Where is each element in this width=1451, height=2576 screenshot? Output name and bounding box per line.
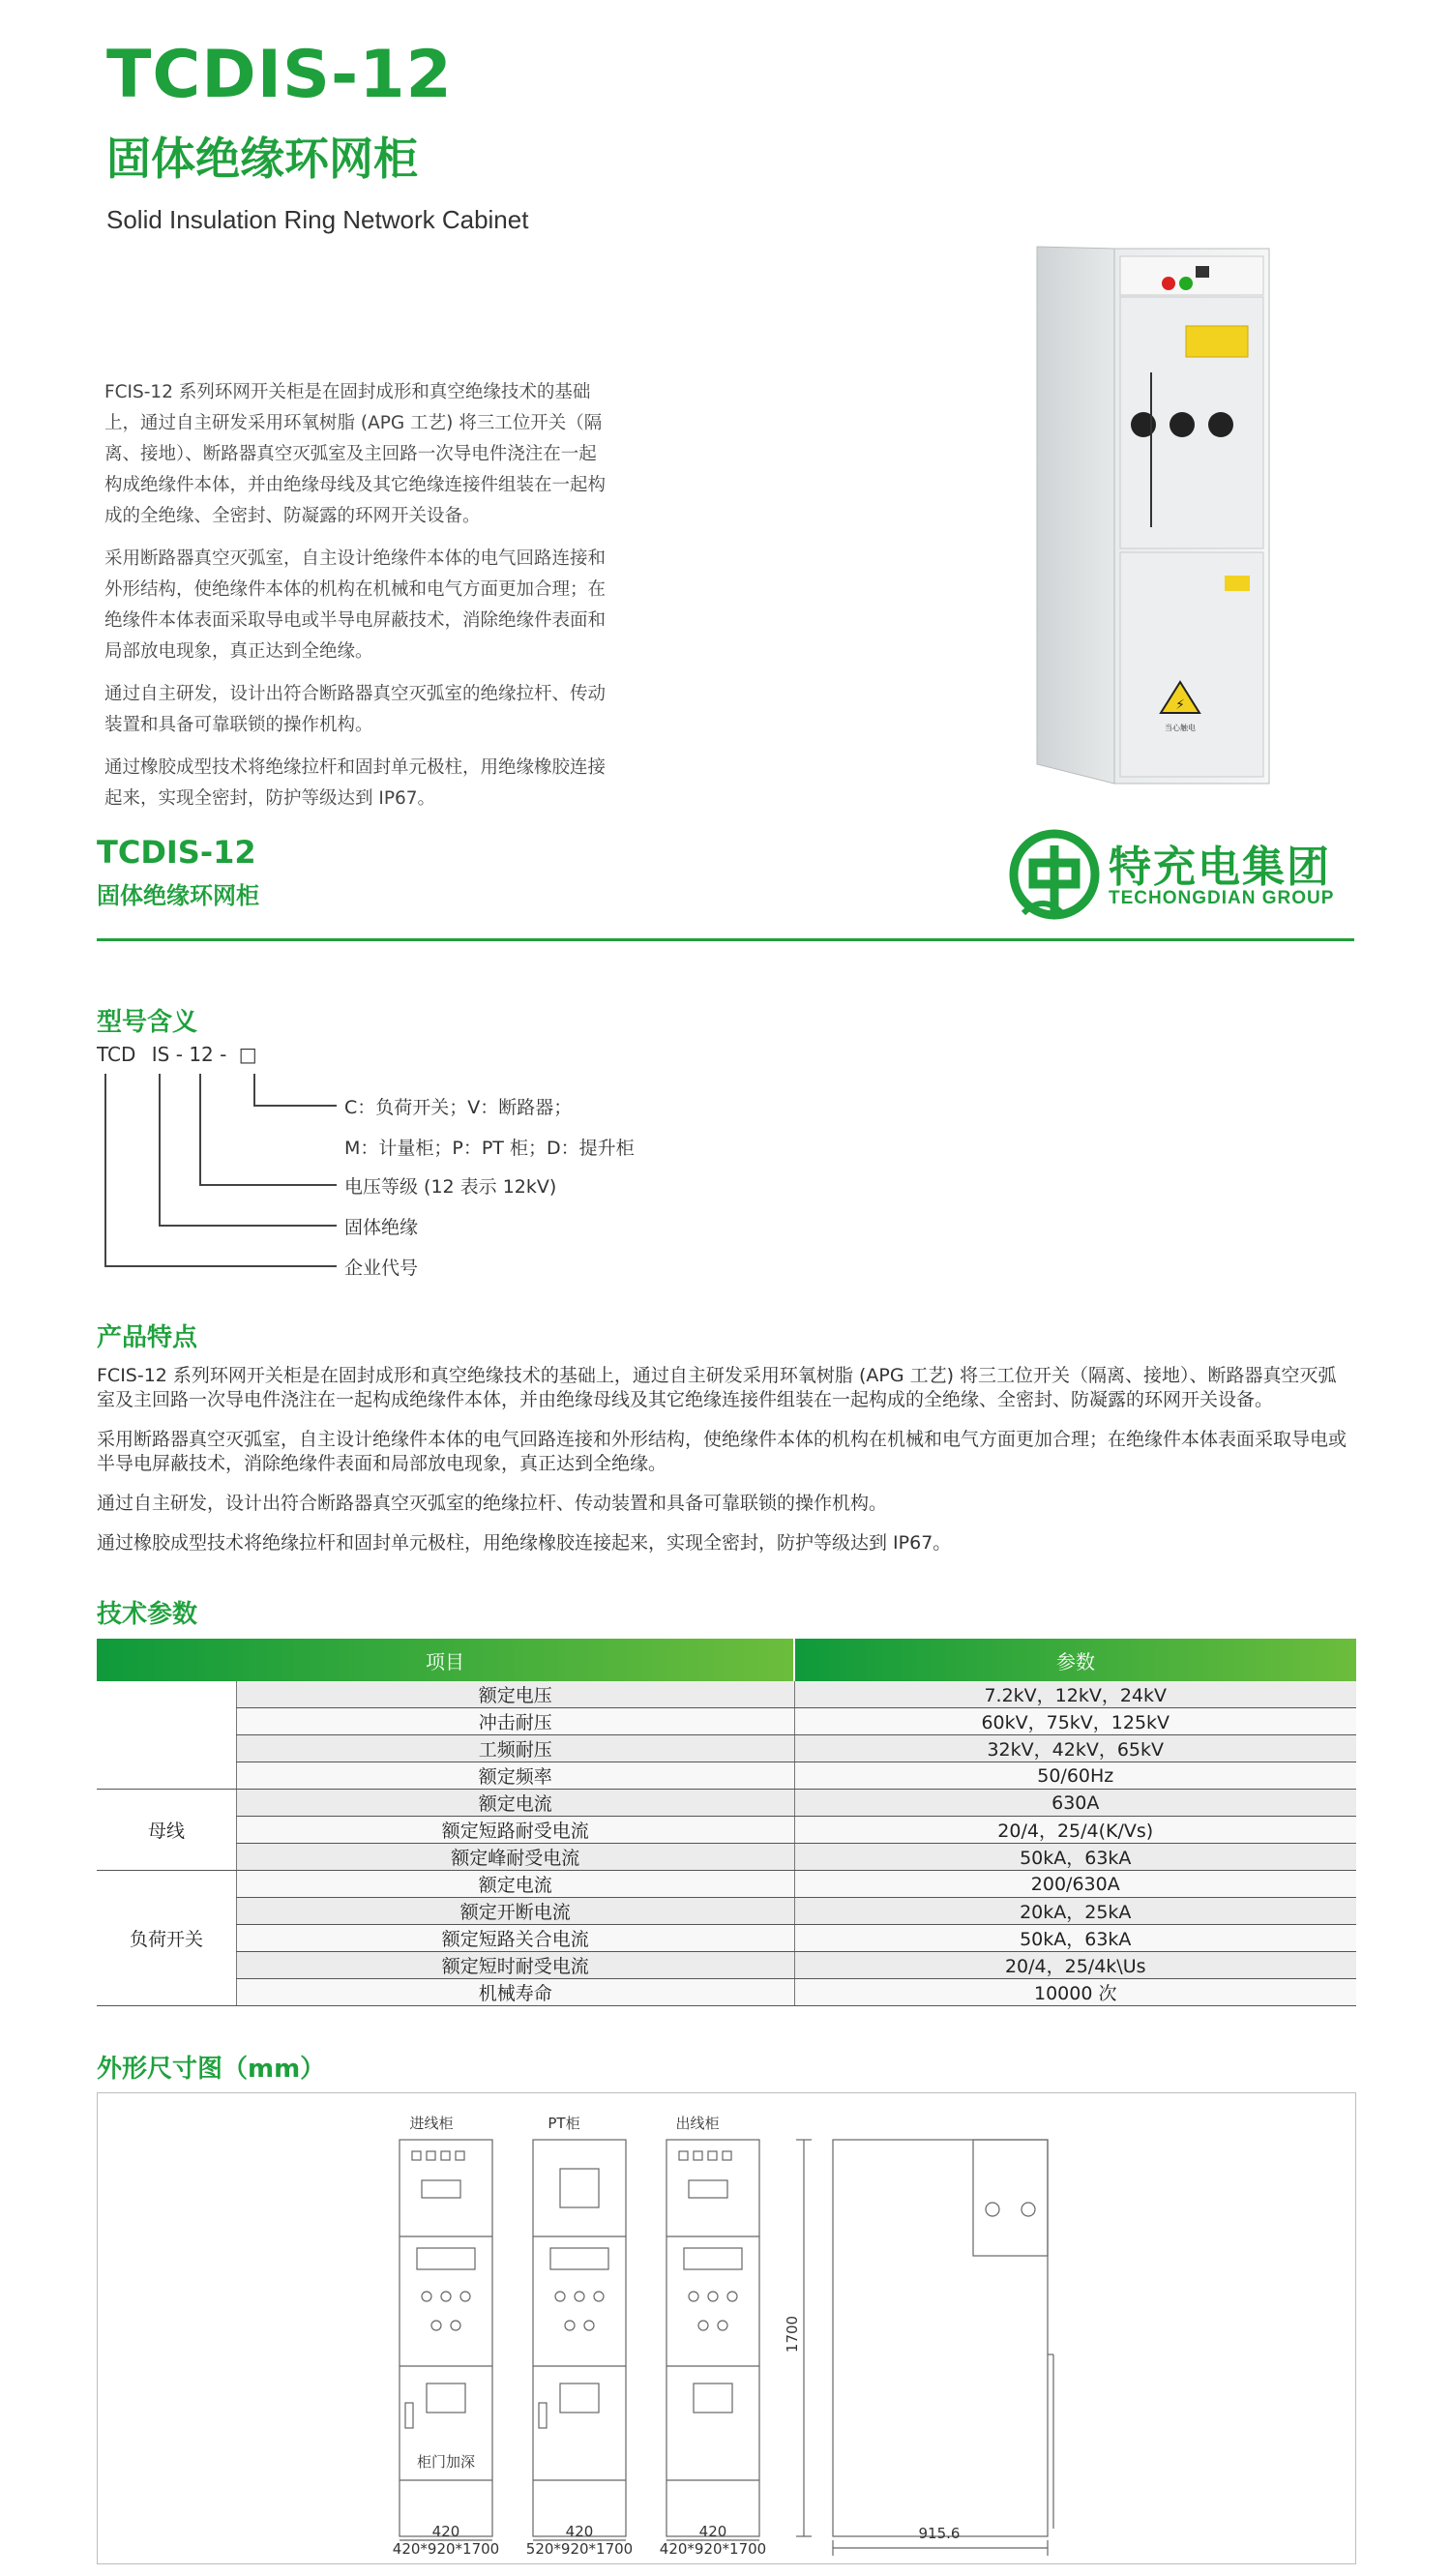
spec-group: 负荷开关: [97, 1871, 237, 2006]
table-row: [97, 1762, 1356, 1790]
feature-paragraph: FCIS-12 系列环网开关柜是在固封成形和真空绝缘技术的基础上，通过自主研发采用环氧树脂 (APG 工艺) 将三工位开关（隔离、接地）、断路器真空灭弧室及主回路一次导电件浇注在一起构成绝缘件本体，并由绝缘母线及其它绝缘连接件组装在一起构成的全绝缘、全密封、防凝露的环网开关设备。: [97, 1365, 1337, 1410]
model-label-company: 企业代号: [344, 1258, 419, 1279]
sub-model-title: TCDIS-12: [97, 834, 256, 871]
table-row: [97, 1817, 1356, 1844]
height-label: 1700: [784, 2315, 801, 2354]
spec-group: 母线: [97, 1790, 237, 1871]
spec-table: [97, 1639, 1356, 2006]
cabinet-drawings: [98, 2093, 1355, 2563]
spec-value: 50kA，63kA: [794, 1844, 1356, 1871]
intro-paragraph: 通过自主研发，设计出符合断路器真空灭弧室的绝缘拉杆、传动装置和具备可靠联锁的操作机构。: [104, 684, 607, 735]
spec-value: 10000 次: [794, 1979, 1356, 2006]
intro-paragraph: 通过橡胶成型技术将绝缘拉杆和固封单元极柱，用绝缘橡胶连接起来，实现全密封，防护等级达到 IP67。: [104, 757, 607, 809]
spec-item: 额定短时耐受电流: [237, 1952, 795, 1979]
product-name-en: Solid Insulation Ring Network Cabinet: [106, 205, 529, 234]
spec-value: 60kV，75kV，125kV: [794, 1708, 1356, 1735]
cabinet-size: 420*920*1700: [659, 2540, 767, 2558]
table-row: [97, 1979, 1356, 2006]
feature-paragraph: 通过自主研发，设计出符合断路器真空灭弧室的绝缘拉杆、传动装置和具备可靠联锁的操作机构。: [97, 1493, 888, 1514]
cabinet-label: PT柜: [548, 2115, 580, 2132]
code-dash: -: [220, 1043, 227, 1066]
feature-paragraph: 采用断路器真空灭弧室，自主设计绝缘件本体的电气回路连接和外形结构，使绝缘件本体的机构在机械和电气方面更加合理；在绝缘件本体表面采取导电或半导电屏蔽技术，消除绝缘件表面和局部放电现象，真正达到全绝缘。: [97, 1429, 1347, 1474]
spec-item: 额定电压: [237, 1681, 795, 1708]
logo-text-cn: 特充电集团: [1109, 843, 1331, 892]
table-row: [97, 1790, 1356, 1817]
company-logo: [1004, 824, 1364, 931]
code-company: TCD: [97, 1043, 136, 1066]
cabinet-width: 420: [431, 2523, 460, 2540]
table-row: [97, 1871, 1356, 1898]
logo-mark-icon: [1004, 824, 1110, 931]
table-row: [97, 1952, 1356, 1979]
code-type-box: □: [238, 1043, 257, 1066]
features-list: [97, 1364, 1354, 1571]
table-row: [97, 1735, 1356, 1762]
spec-item: 额定短路关合电流: [237, 1925, 795, 1952]
dimensions-title: 外形尺寸图（mm）: [97, 2055, 326, 2084]
section-divider: [97, 938, 1354, 941]
model-label-voltage: 电压等级 (12 表示 12kV): [344, 1176, 557, 1198]
cabinet-width: 420: [565, 2523, 594, 2540]
spec-item: 额定电流: [237, 1871, 795, 1898]
spec-item: 额定电流: [237, 1790, 795, 1817]
dimension-drawing: [97, 2092, 1356, 2564]
spec-item: 工频耐压: [237, 1735, 795, 1762]
cabinet-label: 进线柜: [409, 2115, 454, 2132]
spec-value: 7.2kV，12kV，24kV: [794, 1681, 1356, 1708]
feature-paragraph: 通过橡胶成型技术将绝缘拉杆和固封单元极柱，用绝缘橡胶连接起来，实现全密封，防护等级达到 IP67。: [97, 1532, 952, 1554]
code-dash: -: [175, 1043, 183, 1066]
specs-title: 技术参数: [97, 1600, 198, 1629]
warning-label: 当心触电: [1165, 724, 1196, 732]
spec-value: 200/630A: [794, 1871, 1356, 1898]
page-title: TCDIS-12: [106, 37, 453, 113]
intro-paragraph: 采用断路器真空灭弧室，自主设计绝缘件本体的电气回路连接和外形结构，使绝缘件本体的机构在机械和电气方面更加合理；在绝缘件本体表面采取导电或半导电屏蔽技术，消除绝缘件表面和局部放电现象，真正达到全绝缘。: [104, 548, 607, 662]
intro-paragraph: FCIS-12 系列环网开关柜是在固封成形和真空绝缘技术的基础上，通过自主研发采用环氧树脂 (APG 工艺) 将三工位开关（隔离、接地）、断路器真空灭弧室及主回路一次导电件浇注在一起构成绝缘件本体，并由绝缘母线及其它绝缘连接件组装在一起构成的全绝缘、全密封、防凝露的环网开关设备。: [104, 382, 607, 526]
spec-item: 额定短路耐受电流: [237, 1817, 795, 1844]
model-code: [97, 1043, 257, 1066]
code-voltage: 12: [189, 1043, 214, 1066]
spec-value: 20/4，25/4k\Us: [794, 1952, 1356, 1979]
spec-value: 32kV，42kV，65kV: [794, 1735, 1356, 1762]
svg-text:⚡: ⚡: [1175, 697, 1185, 713]
model-label-type: C：负荷开关；V：断路器；: [344, 1097, 573, 1118]
code-insulation: IS: [151, 1043, 170, 1066]
product-name-cn: 固体绝缘环网柜: [106, 133, 418, 185]
model-meaning-title: 型号含义: [97, 1008, 198, 1037]
logo-text-en: TECHONGDIAN GROUP: [1109, 888, 1335, 908]
table-row: [97, 1844, 1356, 1871]
product-image: [1025, 237, 1277, 788]
spec-value: 50kA，63kA: [794, 1925, 1356, 1952]
table-row: [97, 1898, 1356, 1925]
table-row: [97, 1681, 1356, 1708]
spec-value: 20kA，25kA: [794, 1898, 1356, 1925]
intro-text: [104, 377, 607, 826]
features-title: 产品特点: [97, 1323, 198, 1352]
spec-group: [97, 1681, 237, 1790]
cabinet-size: 420*920*1700: [392, 2540, 500, 2558]
table-row: [97, 1925, 1356, 1952]
cabinet-width: 420: [698, 2523, 727, 2540]
spec-item: 冲击耐压: [237, 1708, 795, 1735]
spec-value: 630A: [794, 1790, 1356, 1817]
cabinet-note: 柜门加深: [416, 2453, 475, 2471]
model-label-insulation: 固体绝缘: [344, 1217, 419, 1238]
spec-value: 50/60Hz: [794, 1762, 1356, 1790]
cabinet-label: 出线柜: [675, 2115, 720, 2132]
cabinet-size: 520*920*1700: [525, 2540, 634, 2558]
table-row: [97, 1708, 1356, 1735]
spec-header-value: 参数: [794, 1639, 1356, 1681]
spec-item: 额定频率: [237, 1762, 795, 1790]
model-label-cabinet: M：计量柜；P：PT 柜；D：提升柜: [344, 1138, 635, 1159]
spec-item: 额定峰耐受电流: [237, 1844, 795, 1871]
spec-item: 机械寿命: [237, 1979, 795, 2006]
spec-item: 额定开断电流: [237, 1898, 795, 1925]
sub-name-title: 固体绝缘环网柜: [97, 882, 259, 909]
spec-value: 20/4，25/4(K/Vs): [794, 1817, 1356, 1844]
depth-label: 915.6: [918, 2525, 961, 2542]
spec-header-item: 项目: [97, 1639, 794, 1681]
